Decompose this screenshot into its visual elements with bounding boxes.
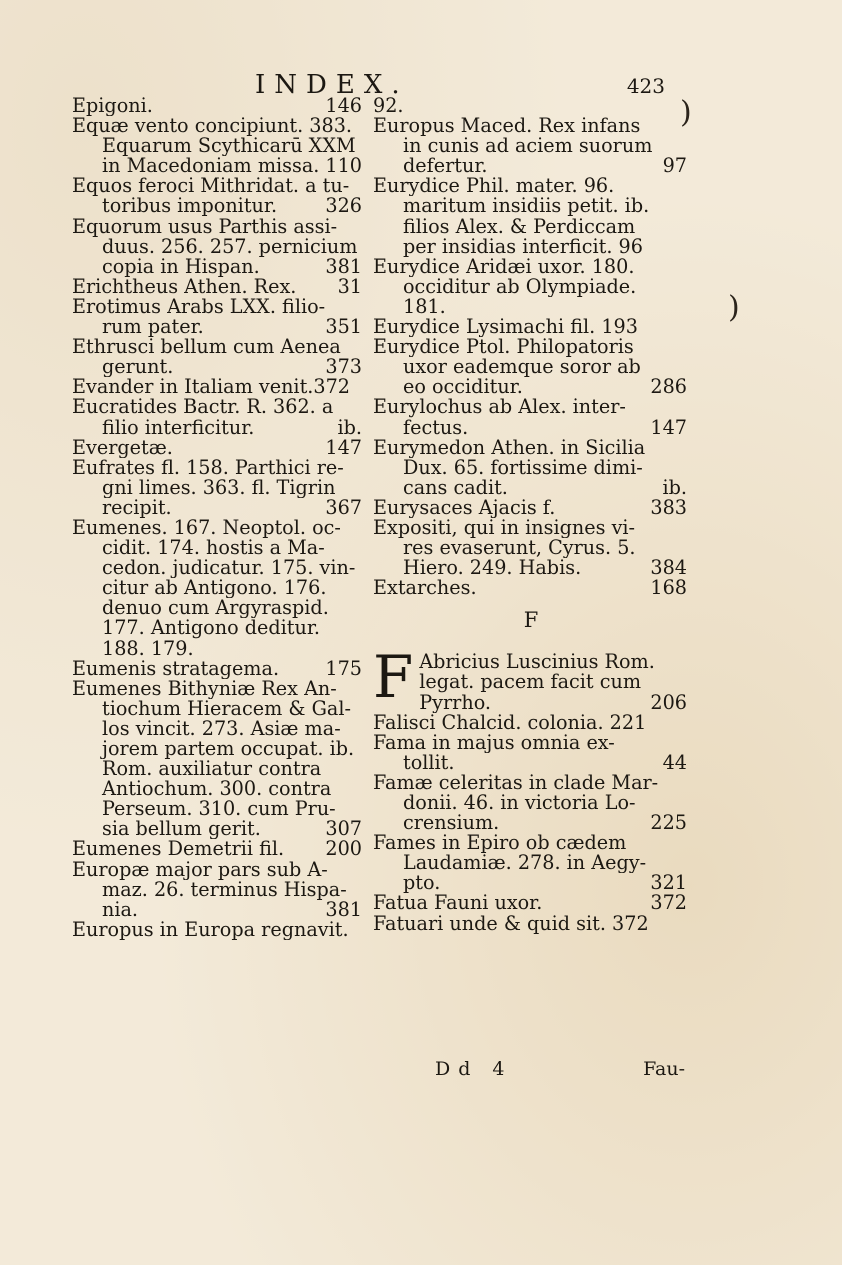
index-entry	[373, 438, 689, 498]
index-entry-continuation: defertur. 97	[403, 154, 687, 178]
index-entry-heading: Eurymedon Athen. in Sicilia	[373, 437, 646, 458]
index-entry-continuation: legat. pacem facit cum	[419, 672, 642, 693]
index-entry-heading: Eurydice Phil. mater. 96.	[373, 176, 615, 197]
index-entry-heading: Equorum usus Parthis assi-	[72, 216, 338, 237]
signature-mark: Dd 4	[435, 1058, 513, 1080]
index-entry-heading: Extarches. 168	[373, 576, 687, 600]
index-entry	[72, 839, 364, 859]
index-entry	[72, 297, 364, 337]
index-entry-heading: Fames in Epiro ob cædem	[373, 833, 627, 854]
page-reference: 147	[650, 415, 687, 439]
page-reference: 200	[325, 837, 362, 861]
index-entry-continuation: Rom. auxiliatur contra	[102, 759, 322, 780]
index-entry-continuation: 177. Antigono deditur.	[102, 618, 321, 639]
index-entry-continuation: eo occiditur. 286	[403, 375, 687, 399]
index-entry-heading: Evander in Italiam venit.372	[72, 377, 351, 398]
index-entry-heading: Equos feroci Mithridat. a tu-	[72, 176, 350, 197]
page-reference: 146	[325, 94, 362, 117]
index-entry-continuation: denuo cum Argyraspid.	[102, 598, 329, 619]
index-entry-continuation: Hiero. 249. Habis. 384	[403, 556, 687, 580]
index-entry-continuation: res evaserunt, Cyrus. 5.	[403, 538, 636, 559]
page-reference: 225	[650, 811, 687, 835]
index-entry	[72, 656, 364, 680]
f-entries	[373, 713, 689, 934]
index-entry	[373, 713, 689, 733]
index-entry	[373, 773, 689, 833]
page-reference: 381	[325, 897, 362, 921]
index-entry-continuation: cedon. judicatur. 175. vin-	[102, 558, 356, 579]
index-entry	[72, 274, 364, 298]
page-reference: 372	[650, 891, 687, 915]
index-entry-continuation: jorem partem occupat. ib.	[102, 739, 355, 760]
margin-bracket-mark: )	[680, 95, 692, 130]
index-entry-continuation: crensium. 225	[403, 811, 687, 835]
index-entry	[373, 833, 689, 893]
index-entry-continuation: tollit. 44	[403, 750, 687, 774]
index-entry-continuation: citur ab Antigono. 176.	[102, 578, 327, 599]
index-entry	[373, 317, 689, 337]
index-entry-heading: Eumenis stratagema. 175	[72, 656, 362, 680]
index-entry-heading: Epigoni. 146	[72, 94, 362, 117]
index-entry-continuation: Laudamiæ. 278. in Aegy-	[403, 853, 647, 874]
page-reference: 175	[325, 656, 362, 680]
index-entry-continuation: 181.	[403, 296, 446, 318]
index-entry-heading: Fatua Fauni uxor. 372	[373, 891, 687, 915]
index-entry-heading: Expositi, qui in insignes vi-	[373, 517, 636, 539]
index-entry-heading: Equæ vento concipiunt. 383.	[72, 116, 352, 137]
index-entry-heading: Evergetæ. 147	[72, 435, 362, 459]
index-entry-continuation: gni limes. 363. fl. Tigrin	[102, 477, 336, 498]
index-entry	[72, 435, 364, 459]
page-reference: 110	[325, 154, 362, 178]
e-entries-continued	[373, 96, 689, 598]
index-entry	[72, 217, 364, 277]
index-entry-continuation: filios Alex. & Perdiccam	[403, 216, 636, 237]
index-entry	[373, 176, 689, 256]
index-entry-continuation: uxor eademque soror ab	[403, 357, 641, 378]
page-number: 423	[626, 74, 665, 98]
index-entry-heading: 92.	[373, 96, 404, 117]
index-entry-heading: Europus Maced. Rex infans	[373, 116, 641, 137]
index-entry-heading: Eucratides Bactr. R. 362. a	[72, 397, 334, 418]
page-reference: 286	[650, 375, 687, 399]
index-entry-heading: Eurydice Ptol. Philopatoris	[373, 337, 634, 358]
index-entry-heading: Eurydice Aridæi uxor. 180.	[373, 256, 635, 277]
page-reference: 44	[662, 750, 687, 774]
index-entry-continuation: in Macedoniam missa. 110	[102, 154, 362, 178]
page-reference: 381	[325, 254, 362, 278]
index-entry-heading: Fama in majus omnia ex-	[373, 732, 615, 753]
index-entry-continuation: pto. 321	[403, 871, 687, 895]
index-entry-heading: Eurydice Lysimachi fil. 193	[373, 317, 638, 338]
index-entry	[373, 495, 689, 519]
index-entry-continuation: cidit. 174. hostis a Ma-	[102, 538, 325, 559]
index-entry-heading: Famæ celeritas in clade Mar-	[373, 772, 659, 793]
index-entry-heading: Erotimus Arabs LXX. filio-	[72, 296, 326, 318]
index-entry	[72, 116, 364, 136]
index-entry	[373, 116, 689, 176]
index-column-right	[373, 96, 689, 934]
index-entry-heading: Eumenes Demetrii fil. 200	[72, 837, 362, 861]
index-entry-continuation: Perseum. 310. cum Pru-	[102, 799, 336, 820]
index-entry-continuation: sia bellum gerit. 307	[102, 817, 362, 841]
index-entry-heading: Falisci Chalcid. colonia. 221	[373, 712, 647, 733]
index-entry-heading: Erichtheus Athen. Rex. 31	[72, 274, 362, 298]
index-entry-heading: Eumenes Bithyniæ Rex An-	[72, 678, 337, 699]
section-letter-f: F	[523, 608, 539, 633]
index-entry-continuation: toribus imponitur. 326	[102, 194, 362, 218]
page-reference: 168	[650, 576, 687, 600]
page-reference: ib.	[662, 475, 687, 499]
page-reference: 97	[662, 154, 687, 178]
index-entry	[373, 733, 689, 773]
index-entry-continuation: gerunt. 373	[102, 355, 362, 379]
index-entry-heading: Eurysaces Ajacis f. 383	[373, 495, 687, 519]
index-entry-continuation: Pyrrho. 206	[419, 690, 687, 714]
index-entry-fabricius	[373, 643, 689, 714]
running-title: INDEX.	[255, 70, 409, 100]
page-reference: 384	[650, 556, 687, 580]
index-entry-continuation: los vincit. 273. Asiæ ma-	[102, 718, 341, 739]
index-entry-continuation: Dux. 65. fortissime dimi-	[403, 457, 643, 478]
index-entry-continuation: in cunis ad aciem suorum	[403, 136, 653, 157]
index-entry-continuation: maz. 26. terminus Hispa-	[102, 879, 347, 900]
page-reference: 367	[325, 495, 362, 519]
index-entry-continuation: recipit. 367	[102, 495, 362, 519]
page-reference: 206	[650, 690, 687, 714]
catchword: Fau-	[643, 1058, 685, 1080]
index-entry-heading: Eufrates fl. 158. Parthici re-	[72, 457, 344, 478]
index-entry	[72, 458, 364, 518]
page-reference: 307	[325, 817, 362, 841]
footer-line	[435, 1058, 685, 1080]
index-entry	[72, 96, 364, 116]
index-entry	[72, 679, 364, 840]
page-reference: 351	[325, 315, 362, 339]
page-reference: 147	[325, 435, 362, 459]
page-reference: 326	[325, 194, 362, 218]
index-entry	[373, 578, 689, 598]
index-entry-continuation: tiochum Hieracem & Gal-	[102, 698, 351, 719]
index-entry	[72, 518, 364, 659]
index-entry-heading: Equarum Scythicarū XXM	[102, 136, 356, 157]
page-reference: 321	[650, 871, 687, 895]
index-entry-continuation: fectus. 147	[403, 415, 687, 439]
index-entry-heading: Abricius Luscinius Rom.	[419, 652, 655, 673]
index-entry-heading: Eurylochus ab Alex. inter-	[373, 397, 626, 418]
index-entry	[72, 337, 364, 377]
page-reference: 383	[650, 495, 687, 519]
index-entry-continuation: filio interficitur. ib.	[102, 415, 362, 439]
index-entry	[72, 136, 364, 176]
index-entry	[72, 176, 364, 216]
index-entry-continuation: maritum insidiis petit. ib.	[403, 196, 650, 217]
index-entry	[72, 920, 364, 940]
index-entry-continuation: Antiochum. 300. contra	[102, 779, 332, 800]
index-entry	[373, 893, 689, 913]
index-entry-heading: Europæ major pars sub A-	[72, 859, 328, 880]
index-entry	[373, 914, 689, 934]
index-entry-continuation: nia. 381	[102, 897, 362, 921]
index-entry-continuation: donii. 46. in victoria Lo-	[403, 793, 636, 814]
index-entry	[373, 518, 689, 578]
index-entry-heading: Ethrusci bellum cum Aenea	[72, 337, 341, 358]
margin-bracket-mark: )	[728, 290, 740, 325]
index-entry	[72, 397, 364, 437]
page-reference: 31	[337, 274, 362, 298]
index-entry	[373, 337, 689, 397]
index-entry-continuation: duus. 256. 257. pernicium	[102, 236, 358, 257]
index-entry	[373, 397, 689, 437]
index-entry-heading: Fatuari unde & quid sit. 372	[373, 913, 649, 934]
index-entry-continuation: copia in Hispan. 381	[102, 254, 362, 278]
page-reference: ib.	[337, 415, 362, 439]
page-reference: 373	[325, 355, 362, 379]
index-entry-heading: Europus in Europa regnavit.	[72, 919, 349, 940]
index-entry	[373, 96, 689, 116]
index-entry-continuation: occiditur ab Olympiade.	[403, 276, 637, 297]
index-entry-continuation: cans cadit. ib.	[403, 475, 687, 499]
index-entry-continuation: rum pater. 351	[102, 315, 362, 339]
drop-cap: F	[373, 643, 414, 712]
index-entry	[373, 257, 689, 317]
index-entry	[72, 860, 364, 920]
index-entry-continuation: per insidias interficit. 96	[403, 236, 643, 257]
index-entry-continuation: 188. 179.	[102, 638, 194, 659]
index-entry	[72, 377, 364, 397]
index-entry-heading: Eumenes. 167. Neoptol. oc-	[72, 517, 341, 539]
index-column-left	[72, 96, 364, 940]
